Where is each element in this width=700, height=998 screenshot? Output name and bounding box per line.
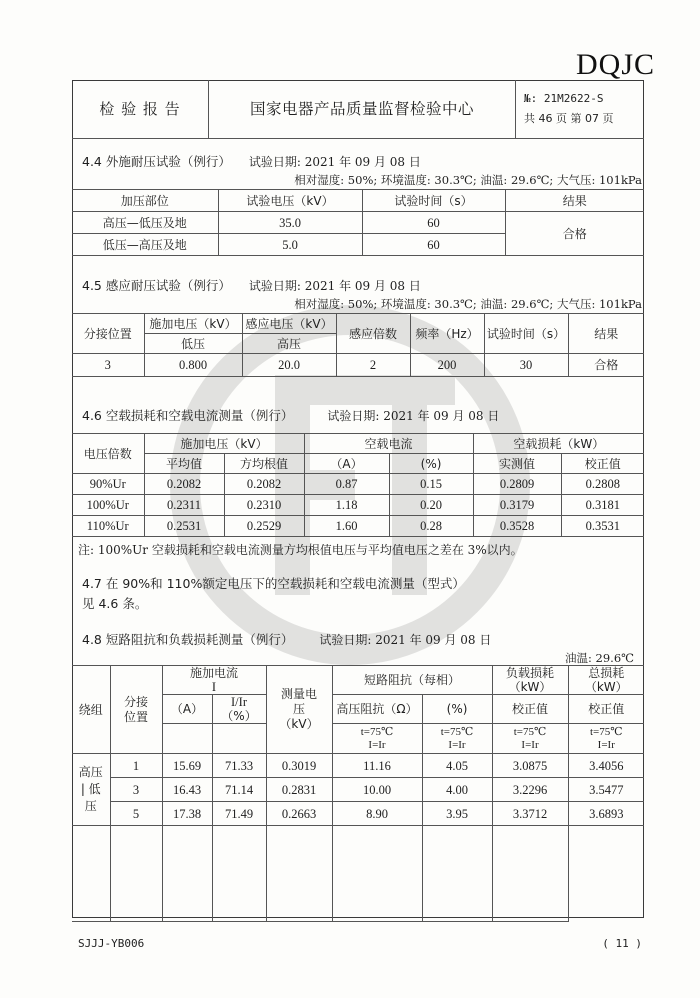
ratio-cell: 71.14: [212, 778, 266, 802]
col-current-symbol: I: [211, 680, 217, 694]
col-induced: 感应电压（kV）: [242, 314, 336, 334]
col-ratio-label: I/Ir: [231, 695, 247, 709]
section-4-8-heading: 4.8 短路阻抗和负载损耗测量（例行）: [82, 632, 294, 647]
cond-label: t=75℃ I=Ir: [589, 725, 623, 751]
report-header: [72, 80, 646, 138]
tap-cell: 5: [110, 802, 162, 826]
blank-cell: [492, 826, 568, 922]
measured-cell: 0.3528: [473, 516, 561, 537]
voltage-cell: 0.2831: [266, 778, 332, 802]
winding-cell: [72, 754, 110, 826]
voltage-cell: 0.3019: [266, 754, 332, 778]
col-high: 高压: [242, 334, 336, 354]
multiple-cell: 100%Ur: [72, 495, 144, 516]
pct-cell: 3.95: [422, 802, 492, 826]
col-current: 空载电流: [304, 434, 473, 454]
load-loss-cell: 3.2296: [492, 778, 568, 802]
ratio-cell: 71.33: [212, 754, 266, 778]
col-tap: [110, 666, 162, 754]
col-result: 结果: [568, 314, 644, 354]
section-4-4-conditions: 相对湿度: 50%; 环境温度: 30.3℃; 油温: 29.6℃; 大气压: 101kPa: [294, 173, 642, 187]
col-loss: 空载损耗（kW）: [473, 434, 644, 454]
col-total-loss-label: 总损耗（kW）: [584, 666, 628, 694]
voltage-cell: 0.2663: [266, 802, 332, 826]
table-row: [72, 754, 644, 778]
blank-cell: [212, 724, 266, 754]
cond-label: t=75℃ I=Ir: [440, 725, 474, 751]
corrected-cell: 0.3181: [561, 495, 644, 516]
avg-cell: 0.2082: [144, 474, 224, 495]
page-number: ( 11 ): [602, 937, 642, 950]
blank-cell: [212, 826, 266, 922]
col-rms: 方均根值: [224, 454, 304, 474]
avg-cell: 0.2311: [144, 495, 224, 516]
result-cell: 合格: [505, 212, 644, 256]
total-loss-cell: 3.4056: [568, 754, 644, 778]
report-meta: [516, 80, 647, 138]
multiple-cell: 110%Ur: [72, 516, 144, 537]
corrected-cell: 0.2808: [561, 474, 644, 495]
col-voltage: 试验电压（kV）: [218, 190, 362, 212]
section-4-5-date: 试验日期: 2021 年 09 月 08 日: [248, 279, 421, 293]
a-cell: 1.18: [304, 495, 389, 516]
table-row: [72, 516, 644, 537]
applied-cell: 0.800: [144, 354, 242, 377]
table-4-5: [72, 313, 644, 377]
col-multiple: 感应倍数: [336, 314, 410, 354]
col-impedance: 短路阻抗（每相）: [332, 666, 492, 695]
col-time: 试验时间（s）: [484, 314, 568, 354]
part-cell: 低压—高压及地: [72, 234, 218, 256]
col-load-loss: [492, 666, 568, 695]
col-ratio-pct: （%）: [221, 709, 257, 723]
col-current: [162, 666, 266, 695]
measured-cell: 0.2809: [473, 474, 561, 495]
rms-cell: 0.2310: [224, 495, 304, 516]
blank-cell: [568, 826, 644, 922]
cond-cell: [332, 724, 422, 754]
induced-cell: 20.0: [242, 354, 336, 377]
pct-cell: 4.00: [422, 778, 492, 802]
blank-cell: [422, 826, 492, 922]
pct-cell: 0.15: [389, 474, 473, 495]
a-cell: 1.60: [304, 516, 389, 537]
rms-cell: 0.2082: [224, 474, 304, 495]
col-applied: 施加电压（kV）: [144, 434, 304, 454]
section-4-4-title: [82, 152, 421, 170]
pct-cell: 4.05: [422, 754, 492, 778]
col-winding: 绕组: [72, 666, 110, 754]
voltage-cell: 5.0: [218, 234, 362, 256]
impedance-cell: 10.00: [332, 778, 422, 802]
section-4-5-conditions: 相对湿度: 50%; 环境温度: 30.3℃; 油温: 29.6℃; 大气压: 101kPa: [294, 297, 642, 311]
cond-label: t=75℃ I=Ir: [360, 725, 394, 751]
section-4-5-title: [82, 276, 421, 294]
col-tap-label: 分接位置: [123, 694, 148, 724]
a-cell: 16.43: [162, 778, 212, 802]
measured-cell: 0.3179: [473, 495, 561, 516]
multiple-cell: 90%Ur: [72, 474, 144, 495]
col-part: 加压部位: [72, 190, 218, 212]
col-pct: (%): [422, 695, 492, 724]
report-label: 检 验 报 告: [72, 80, 209, 138]
section-4-8-oil-temp: 油温: 29.6℃: [565, 651, 634, 665]
table-row-blank: [72, 826, 644, 922]
table-row: [72, 495, 644, 516]
cond-cell: [422, 724, 492, 754]
col-measured-voltage: [266, 666, 332, 754]
col-result: 结果: [505, 190, 644, 212]
blank-cell: [72, 826, 110, 922]
section-4-6-heading: 4.6 空载损耗和空载电流测量（例行）: [82, 408, 294, 423]
cond-label: t=75℃ I=Ir: [513, 725, 547, 751]
tap-cell: 3: [72, 354, 144, 377]
multiple-cell: 2: [336, 354, 410, 377]
col-pct: (%): [389, 454, 473, 474]
avg-cell: 0.2531: [144, 516, 224, 537]
col-low: 低压: [144, 334, 242, 354]
col-avg: 平均值: [144, 454, 224, 474]
section-4-7-body: 见 4.6 条。: [82, 596, 148, 611]
cond-cell: [568, 724, 644, 754]
blank-cell: [162, 826, 212, 922]
blank-cell: [332, 826, 422, 922]
col-total-corrected: 校正值: [568, 695, 644, 724]
table-row: [72, 354, 644, 377]
table-4-8: [72, 665, 644, 922]
a-cell: 0.87: [304, 474, 389, 495]
section-4-6-date: 试验日期: 2021 年 09 月 08 日: [327, 409, 500, 423]
col-a: （A）: [304, 454, 389, 474]
col-current-label: 施加电流: [190, 666, 239, 680]
col-time: 试验时间（s）: [362, 190, 505, 212]
part-cell: 高压—低压及地: [72, 212, 218, 234]
section-4-8-date: 试验日期: 2021 年 09 月 08 日: [319, 633, 492, 647]
col-a: （A）: [162, 695, 212, 724]
section-4-8-title: [82, 630, 491, 648]
load-loss-cell: 3.3712: [492, 802, 568, 826]
col-load-loss-label: 负载损耗（kW）: [506, 666, 555, 694]
blank-cell: [162, 724, 212, 754]
impedance-cell: 11.16: [332, 754, 422, 778]
table-4-4: [72, 189, 644, 256]
impedance-cell: 8.90: [332, 802, 422, 826]
rms-cell: 0.2529: [224, 516, 304, 537]
pct-cell: 0.20: [389, 495, 473, 516]
col-load-corrected: 校正值: [492, 695, 568, 724]
section-4-4-heading: 4.4 外施耐压试验（例行）: [82, 154, 231, 169]
time-cell: 30: [484, 354, 568, 377]
col-measured-voltage-label: 测量电压（kV）: [279, 687, 319, 731]
time-cell: 60: [362, 234, 505, 256]
blank-cell: [266, 826, 332, 922]
time-cell: 60: [362, 212, 505, 234]
col-ratio: [212, 695, 266, 724]
table-row: [72, 802, 644, 826]
section-4-4-date: 试验日期: 2021 年 09 月 08 日: [248, 155, 421, 169]
col-applied: 施加电压（kV）: [144, 314, 242, 334]
load-loss-cell: 3.0875: [492, 754, 568, 778]
table-row: [72, 212, 644, 234]
freq-cell: 200: [410, 354, 484, 377]
tap-cell: 3: [110, 778, 162, 802]
institution-name: 国家电器产品质量监督检验中心: [209, 80, 516, 138]
section-4-7-title: 4.7 在 90%和 110%额定电压下的空载损耗和空载电流测量（型式）: [82, 576, 465, 591]
col-hv-impedance: 高压阻抗（Ω）: [332, 695, 422, 724]
col-multiple: 电压倍数: [72, 434, 144, 474]
total-loss-cell: 3.6893: [568, 802, 644, 826]
col-total-loss: [568, 666, 644, 695]
page-count: 共 46 页 第 07 页: [524, 112, 614, 125]
tap-cell: 1: [110, 754, 162, 778]
table-4-6: [72, 433, 644, 537]
cond-cell: [492, 724, 568, 754]
section-4-6-title: [82, 406, 499, 424]
voltage-cell: 35.0: [218, 212, 362, 234]
col-tap: 分接位置: [72, 314, 144, 354]
winding-label: 高压 | 低压: [78, 765, 103, 813]
section-4-5-heading: 4.5 感应耐压试验（例行）: [82, 278, 231, 293]
form-code: SJJJ-YB006: [78, 937, 145, 950]
table-row: [72, 474, 644, 495]
col-freq: 频率（Hz）: [410, 314, 484, 354]
a-cell: 15.69: [162, 754, 212, 778]
col-corrected: 校正值: [561, 454, 644, 474]
result-cell: 合格: [568, 354, 644, 377]
ratio-cell: 71.49: [212, 802, 266, 826]
section-4-6-note: 注: 100%Ur 空载损耗和空载电流测量方均根值电压与平均值电压之差在 3%以内。: [78, 543, 523, 557]
a-cell: 17.38: [162, 802, 212, 826]
table-row: [72, 778, 644, 802]
col-measured: 实测值: [473, 454, 561, 474]
header-divider: [72, 138, 644, 139]
corrected-cell: 0.3531: [561, 516, 644, 537]
total-loss-cell: 3.5477: [568, 778, 644, 802]
pct-cell: 0.28: [389, 516, 473, 537]
dqjc-logo: DQJC: [576, 48, 656, 81]
report-number: №: 21M2622-S: [524, 92, 604, 105]
blank-cell: [110, 826, 162, 922]
